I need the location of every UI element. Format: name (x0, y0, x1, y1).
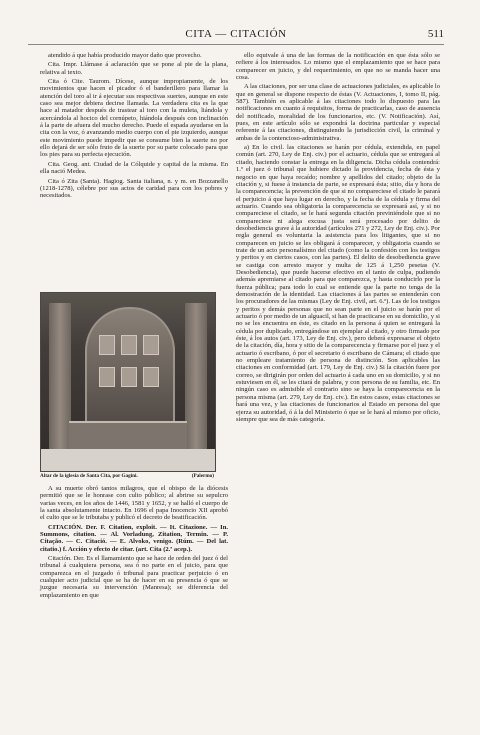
left-pillar (49, 303, 71, 449)
altar-table (69, 421, 187, 451)
relief-panel (143, 335, 159, 355)
paragraph-3: Cita ó Cite. Taurom. Dícese, aunque impropiamente, de los movimientos que hacen el picador ó el banderillero para llamar la atención del toro al ir á ejecutar sus respectivas suertes, aunque en este caso sea mejor debiera decirse llamada. La verdadera cita es la que hace al matador después de trastear al toro con la muleta, liándola y acercándola al hocico del cornúpeto, hiándola después con inclinación á la parte de afuera del mucho derecho. Puede el espada ayudarse en la cita con la voz, ó avanzando medio cuerpo con el pie izquierdo, aunque este movimiento puede impedir que se consume bien la suerte no por ello dejará de ser sólo fruto de la suerte por su parte colocado para que los pies para su perfecta ejecución. (40, 78, 228, 159)
relief-panel (143, 367, 159, 387)
paragraph-9: ello equivale á una de las formas de la notificación en que ésta sólo se refiere á los interesados. Lo mismo que el emplazamiento que se hace para comparecer en juicio, y del requerimiento, en que no se manda hacer una cosa. (236, 52, 440, 82)
paragraph-11: a) En lo civil. las citaciones se harán por cédula, extendida, en papel común (art. 270, Ley de Enj. civ.) por el actuario, cédula que se entregará al citado, haciendo constar la entrega en la diligencia. Dicha cédula contendrá: 1.º el juez ó tribunal que hubiere dictado la providencia, fecha de ésta y negocio en que haya recaído; nombre y apellidos del citado; objeto de la citación y, si fuese á instancia de parte, se expresará ésta; sitio, día y hora de la comparecencia; la prevención de que si no compareciese el citado le parará el perjuicio á que haya lugar en derecho, y la fecha de la cédula y firma del actuario. Cuando sea obligatoria la comparecencia se expresará así, y si no compareciese el citado, se le hará segunda citación previniéndole que si no compareciese ni alega excusa justa será procesado por delito de desobediencia grave á la autoridad (artículos 271 y 272, Ley de Enj. civ.). Por regla general es voluntaria la asistencia para los litigantes, que si no comparecen en juicio se les obligará á comparecer, y obligatoria cuando se trate de un acto personalísimo del citado (como la confesión con los testigos y peritos y en ciertos casos, con las partes). El delito de desobediencia grave se castiga con arresto mayor y multa de 125 á 1,250 pesetas (V. Desobediencia), que puede hacerse efectivo en el tanto de culpa, pudiendo además apremiarse al citado para que comparezca, y hasta conducirlo por la fuerza pública; para todo lo cual se entiende que la parte no tenga de la demostración de la identidad. Las citaciones á las partes se entenderán con los procuradores de las mismas (Ley de Enj. civil, art. 6.º). Las de los testigos y peritos y demás personas que no sean parte en el juicio se harán por el actuario ó por medio de un alguacil, si han de practicarse en su domicilio, y si no se les encuentra en éste, es citado en la persona á quien se entregará la cédula por duplicado, entregándose un ejemplar al citado, y otro firmado por éste, á los autos (art. 173, Ley de Enj. civ.), pero deberá expresarse el objeto de la citación, día, hora y sitio de la comparecencia y firmarse por el juez y el actuario ó escribano, ó por el secretario ó escribano de Cámara; el citado que no empleare tratamiento de persona de distinción. Son aplicables las citaciones en conformidad (art. 179, Ley de Enj. civ.) Si la citación fuere por correo, se dirigirán por orden del actuario á cada uno en su domicilio, y si no estuviesen en él, se les citará de palabra, y con persona de su familia, etc. En ningún caso es admisible el contrario sino se haya la comparecencia en la persona misma (art. 279, Ley de Enj. civ.). En estos casos, estas citaciones se hará una vez, y las citaciones de funcionarios al Estado en persona del que ejerza su autoridad, ó á la del Ministerio ó que se le hará al mismo por oficio, siempre que sea de más categoría. (236, 144, 440, 423)
photo-caption (40, 473, 214, 479)
paragraph-8: Citación. Der. Es el llamamiento que se hace de orden del juez ó del tribunal á cualquiera persona, sea ó no parte en el juicio, para que comparezca en el juzgado ó tribunal para practicar perjuicio ó en cualquier acto judicial que se ha de hacer en su presencia ó que se juzgue necesaria su intervención (Manresa); se diferencia del emplazamiento en que (40, 555, 228, 599)
relief-panel (121, 367, 137, 387)
paragraph-6: A su muerte obró tantos milagros, que el obispo de la diócesis permitió que se le honrase con culto público; al abrirse su sepulcro varias veces, en los años de 1446, 1581 y 1652, y se halló el cuerpo de la santa absolutamente intacto. En 1696 el papa Inocencio XII aprobó el culto que se le tributaba y publicó el decreto de beatificación. (40, 485, 228, 522)
right-column (236, 52, 440, 425)
paragraph-7: CITACIÓN. Der. F. Citation, exploit. — It. Citazione. — In. Summons, citation. — Al. Vorladung, Zitation, Termin. — P. Citação. — C. Citació. — E. Alvoko, venigo. (Rúm. — Del lat. citatio.) f. Acción y efecto de citar. (art. Cita (2.ª acep.). (40, 523, 228, 553)
paragraph-1: atendido á que había producido mayor daño que provecho. (48, 52, 202, 59)
page-number: 511 (427, 28, 444, 40)
page-header (28, 28, 444, 45)
left-column-upper (40, 52, 228, 202)
floor (41, 449, 215, 471)
caption-location: (Palermo) (191, 473, 214, 479)
relief-panel (99, 367, 115, 387)
running-head: CITA — CITACIÓN (185, 28, 287, 40)
paragraph-2: Cita. Impr. Llámase á aclaración que se pone al pie de la plana, relativa al texto. (40, 61, 228, 76)
relief-panel (121, 335, 137, 355)
right-pillar (185, 303, 207, 449)
paragraph-5: Cita ó Zita (Santa). Hagiog. Santa italiana, n. y m. en Bozzanello (1218-1278), célebre por sus actos de caridad para con los pobres y necesitados. (40, 177, 228, 200)
altar-photograph (40, 292, 216, 472)
paragraph-10: A las citaciones, por ser una clase de actuaciones judiciales, es aplicable lo que en general se dispone respecto de éstas (V. Actuaciones, I, tomo II, pág. 587). También es aplicable á las citaciones todo lo dispuesto para las notificaciones en cuanto á requisitos, forma de practicarlas, caso de ausencia del notificado, moralidad de los funcionarios, etc. (V. Notificación). Así, pues, en este artículo sólo se expondrá la doctrina particular y especial referente á las citaciones, distinguiendo la jurisdicción civil, la criminal y ambas de la contencioso-administrativa. (236, 83, 440, 142)
left-column-lower (40, 485, 228, 601)
paragraph-4: Cita. Geog. ant. Ciudad de la Cólquide y capital de la misma. En ella nació Medea. (40, 160, 228, 176)
relief-panel (99, 335, 115, 355)
caption-text: Altar de la iglesia de Santa Cita, por Gagini. (40, 473, 138, 479)
